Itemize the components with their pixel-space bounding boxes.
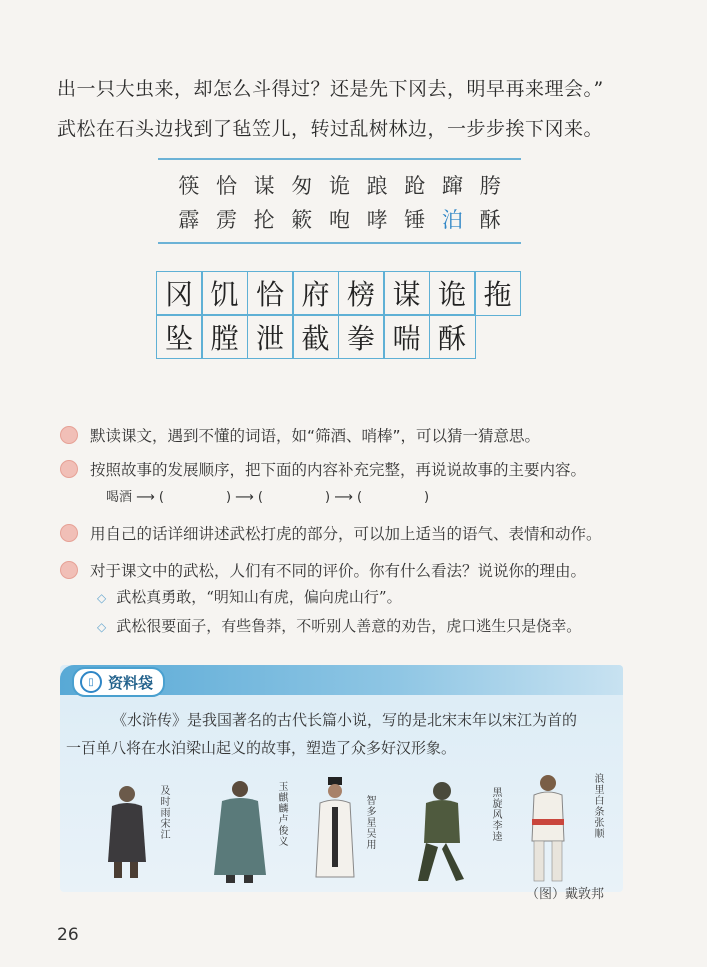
write-cell: 膛 <box>201 314 248 359</box>
diamond-bullet-icon: ◇ <box>97 591 107 605</box>
read-char: 蹿 <box>441 174 463 198</box>
reading-characters-panel <box>158 158 521 244</box>
resource-title <box>72 667 165 697</box>
reading-row-2 <box>158 204 521 234</box>
exercise-number-icon <box>60 460 78 478</box>
story-line-1: 出一只大虫来，却怎么斗得过？还是先下冈去，明早再来理会。” <box>57 78 604 100</box>
write-cell: 饥 <box>201 271 248 316</box>
read-char: 胯 <box>479 174 501 198</box>
exercise-number-icon <box>60 561 78 579</box>
read-char: 跄 <box>404 174 426 198</box>
page-number: 26 <box>57 925 79 945</box>
write-cell: 泄 <box>247 314 294 359</box>
exercise-number-icon <box>60 524 78 542</box>
write-cell: 拖 <box>474 271 521 316</box>
exercise-text: 用自己的话详细讲述武松打虎的部分，可以加上适当的语气、表情和动作。 <box>90 525 602 543</box>
read-char: 咆 <box>328 208 350 232</box>
exercise-2 <box>60 458 586 480</box>
write-cell: 截 <box>292 314 339 359</box>
writing-characters-grid <box>157 272 521 359</box>
write-cell: 诡 <box>429 271 476 316</box>
resource-text-1: 《水浒传》是我国著名的古代长篇小说，写的是北宋末年以宋江为首的 <box>112 711 578 729</box>
exercise-4 <box>60 559 586 581</box>
read-char: 谋 <box>253 174 275 198</box>
read-char: 恰 <box>215 174 237 198</box>
write-cell: 喘 <box>383 314 430 359</box>
exercise-number-icon <box>60 426 78 444</box>
read-char: 哮 <box>366 208 388 232</box>
hero-figure-4 <box>412 777 472 885</box>
hero-name-4: 黑旋风李逵 <box>490 787 501 842</box>
write-cell: 府 <box>292 271 339 316</box>
writing-row-2 <box>157 316 521 360</box>
resource-box <box>60 665 623 892</box>
write-cell: 谋 <box>383 271 430 316</box>
reading-row-1 <box>158 170 521 200</box>
read-char: 酥 <box>479 208 501 232</box>
hero-name-2: 玉麒麟卢俊义 <box>276 781 287 847</box>
book-icon: ▯ <box>80 671 102 693</box>
read-char: 踉 <box>366 174 388 198</box>
read-char: 抡 <box>253 208 275 232</box>
opinion-1 <box>97 586 402 607</box>
read-char: 霹 <box>178 208 200 232</box>
read-char: 诡 <box>328 174 350 198</box>
write-cell: 酥 <box>429 314 476 359</box>
exercise-text: 对于课文中的武松，人们有不同的评价。你有什么看法？说说你的理由。 <box>90 562 587 580</box>
hero-figure-2 <box>210 777 270 885</box>
read-char: 匆 <box>291 174 313 198</box>
hero-name-3: 智多星吴用 <box>364 795 375 850</box>
read-char-highlighted: 泊 <box>441 208 463 232</box>
read-char: 雳 <box>215 208 237 232</box>
read-char: 筷 <box>178 174 200 198</box>
opinion-text: 武松很要面子，有些鲁莽，不听别人善意的劝告，虎口逃生只是侥幸。 <box>116 617 582 635</box>
hero-name-1: 及时雨宋江 <box>158 785 169 840</box>
exercise-3 <box>60 522 602 544</box>
exercise-text: 按照故事的发展顺序，把下面的内容补充完整，再说说故事的主要内容。 <box>90 461 587 479</box>
diamond-bullet-icon: ◇ <box>97 620 107 634</box>
write-cell: 冈 <box>156 271 203 316</box>
exercise-1 <box>60 424 540 446</box>
read-char: 簌 <box>291 208 313 232</box>
opinion-2 <box>97 615 581 636</box>
sequence-fill-in: 喝酒 ⟶ ( ) ⟶ ( ) ⟶ ( ) <box>106 490 430 505</box>
write-cell: 恰 <box>247 271 294 316</box>
write-cell: 坠 <box>156 314 203 359</box>
hero-name-5: 浪里白条张顺 <box>592 773 603 839</box>
write-cell: 榜 <box>338 271 385 316</box>
read-char: 锤 <box>404 208 426 232</box>
illustration-credit: （图）戴敦邦 <box>526 887 605 902</box>
resource-text-2: 一百单八将在水泊梁山起义的故事，塑造了众多好汉形象。 <box>66 739 457 757</box>
hero-figure-1 <box>102 782 152 882</box>
exercise-text: 默读课文，遇到不懂的词语，如“筛酒、哨棒”，可以猜一猜意思。 <box>90 427 541 445</box>
story-line-2: 武松在石头边找到了毡笠儿，转过乱树林边，一步步挨下冈来。 <box>57 118 604 140</box>
write-cell: 拳 <box>338 314 385 359</box>
writing-row-1 <box>157 272 521 316</box>
resource-title-text: 资料袋 <box>108 673 154 692</box>
hero-figure-5 <box>522 771 574 885</box>
hero-figure-3 <box>312 777 358 885</box>
opinion-text: 武松真勇敢，“明知山有虎，偏向虎山行”。 <box>116 588 402 606</box>
